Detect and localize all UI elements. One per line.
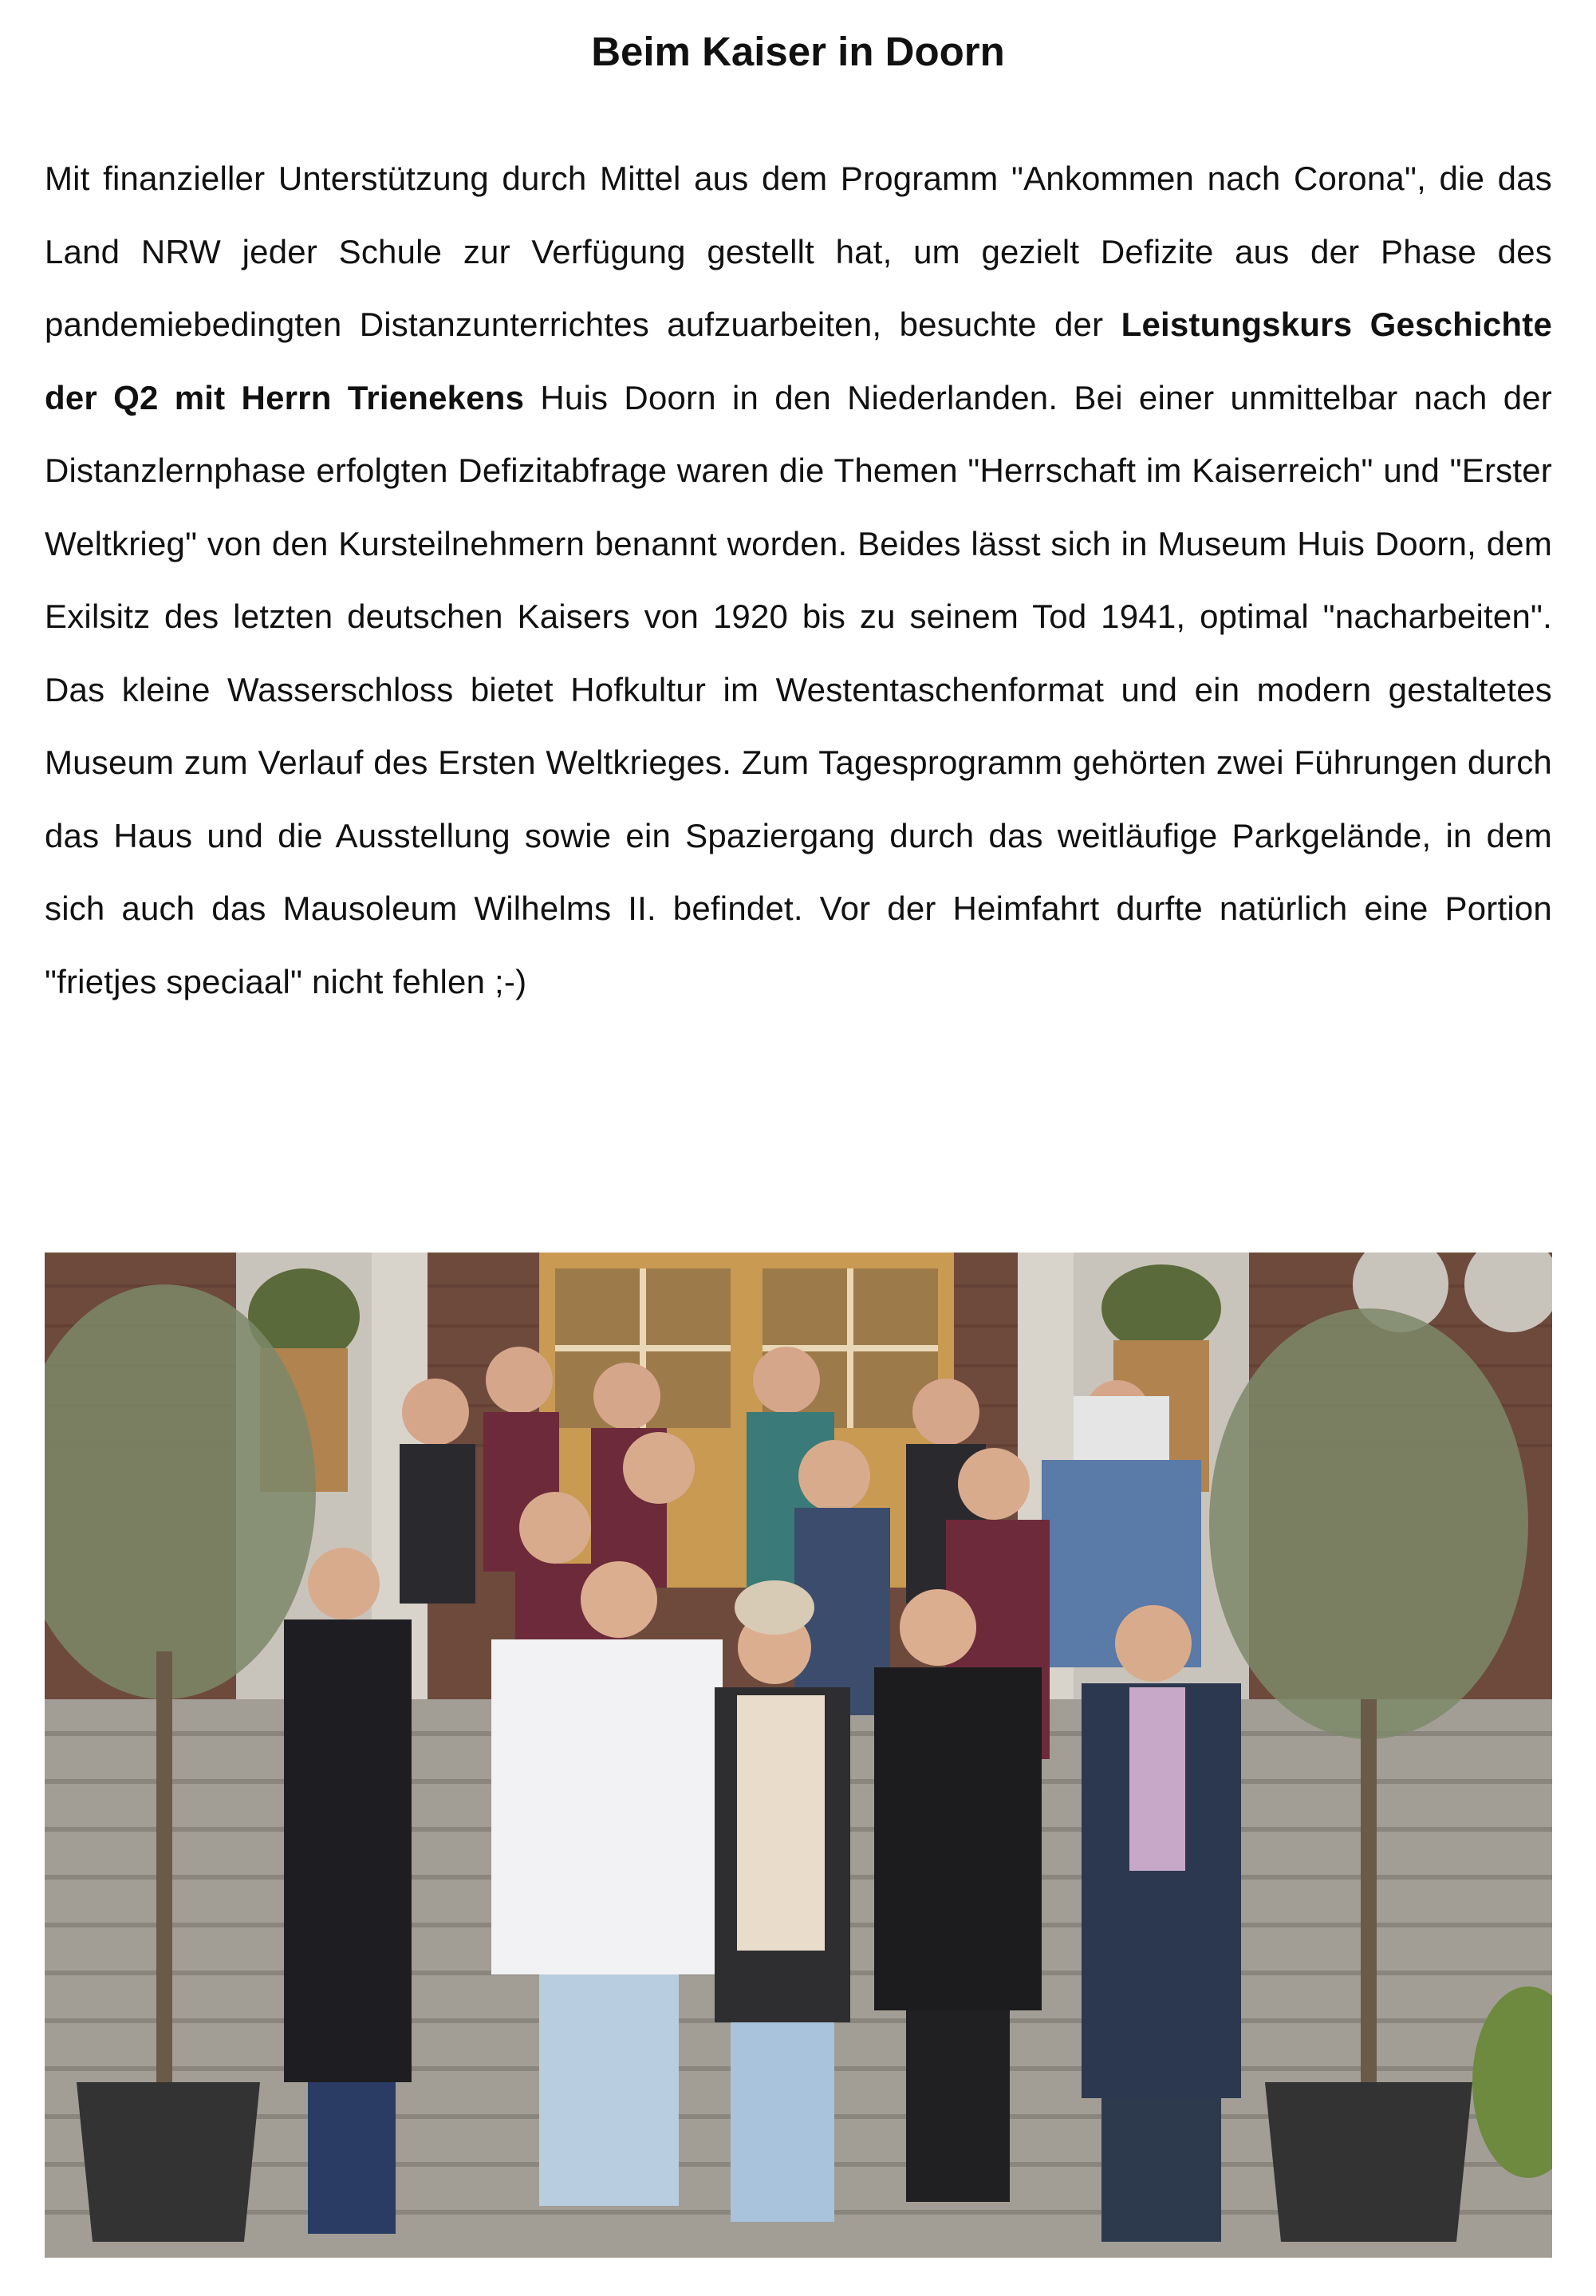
group-photo-illustration — [45, 1253, 1552, 2258]
paragraph-text-end: Huis Doorn in den Niederlanden. Bei einer unmittelbar nach der Distanzlernphase erfolgten Defizitabfrage waren die Themen "Herrschaft im Kaiserreich" und "Erster Weltkrieg" von den Kursteilnehmern benannt worden. Beides lässt sich in Museum Huis Doorn, dem Exilsitz des letzten deutschen Kaisers von 1920 bis zu seinem Tod 1941, optimal "nacharbeiten". Das kleine Wasserschloss bietet Hofkultur im Westentaschenformat und ein modern gestaltetes Museum zum Verlauf des Ersten Weltkrieges. Zum Tagesprogramm gehörten zwei Führungen durch das Haus und die Ausstellung sowie ein Spaziergang durch das weitläufige Parkgelände, in dem sich auch das Mausoleum Wilhelms II. befindet. Vor der Heimfahrt durfte natürlich eine Portion "frietjes speciaal" nicht fehlen ;-) — [45, 378, 1552, 1000]
paragraph-bold-course: Leistungskurs Geschichte der Q2 mit Herrn Trienekens — [45, 306, 1553, 416]
body-paragraph — [45, 142, 1552, 1018]
olive-tree-right — [1209, 1308, 1528, 1739]
planter-pot-left — [77, 2082, 260, 2242]
white-hoodie — [491, 1639, 723, 1974]
planter-pot-right — [1265, 2082, 1472, 2242]
group-photo — [45, 1253, 1552, 2258]
paragraph-text-start: Mit finanzieller Unterstützung durch Mittel aus dem Programm "Ankommen nach Corona", die das Land NRW jeder Schule zur Verfügung gestellt hat, um gezielt Defizite aus der Phase des pandemiebedingten Distanzunterrichtes aufzuarbeiten, besuchte der — [45, 160, 1552, 343]
page-title: Beim Kaiser in Doorn — [591, 29, 1005, 74]
leather-jacket — [874, 1667, 1042, 2010]
